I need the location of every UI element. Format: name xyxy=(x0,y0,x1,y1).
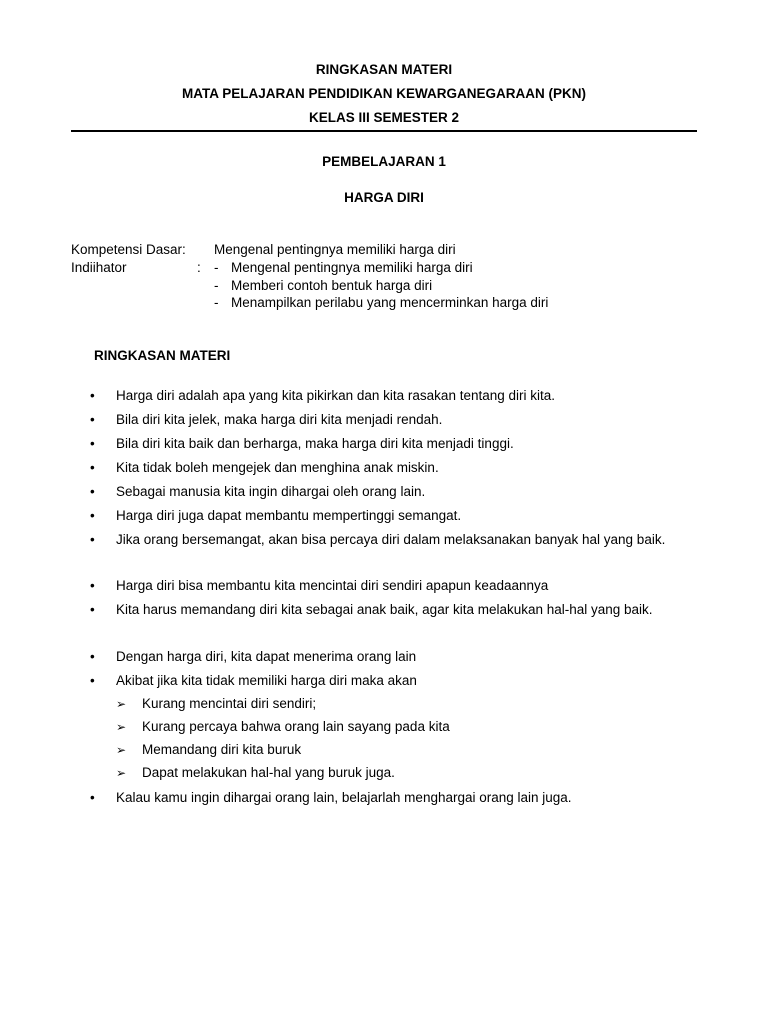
lesson-topic: HARGA DIRI xyxy=(344,190,424,205)
lesson-title: PEMBELAJARAN 1 xyxy=(322,154,446,169)
bullet-icon: • xyxy=(90,602,95,617)
list-item-text: Jika orang bersemangat, akan bisa percaya diri dalam melaksanakan banyak hal yang baik. xyxy=(116,532,666,547)
list-item-text: Sebagai manusia kita ingin dihargai oleh orang lain. xyxy=(116,484,426,499)
list-item xyxy=(90,645,697,668)
list-item xyxy=(90,574,697,597)
indicator-item: Mengenal pentingnya memiliki harga diri xyxy=(231,260,473,275)
indicator-label: Indiihator xyxy=(71,260,127,275)
header-divider xyxy=(71,130,697,132)
arrow-bullet-icon: ➢ xyxy=(116,720,127,734)
sub-list-item xyxy=(116,761,697,785)
sub-list-item xyxy=(116,715,697,739)
list-item xyxy=(90,528,697,551)
sub-list-item-text: Dapat melakukan hal-hal yang buruk juga. xyxy=(142,765,395,780)
bullet-icon: • xyxy=(90,436,95,451)
list-item-text: Harga diri adalah apa yang kita pikirkan dan kita rasakan tentang diri kita. xyxy=(116,388,556,403)
sub-list-item-text: Kurang percaya bahwa orang lain sayang pada kita xyxy=(142,719,450,734)
list-item-text: Harga diri bisa membantu kita mencintai diri sendiri apapun keadaannya xyxy=(116,578,549,593)
indicator-dash: - xyxy=(214,278,219,293)
document-title: RINGKASAN MATERI xyxy=(315,62,453,77)
bullet-icon: • xyxy=(90,532,95,547)
list-item xyxy=(90,432,697,455)
list-item xyxy=(90,456,697,479)
bullet-icon: • xyxy=(90,578,95,593)
list-item xyxy=(90,384,697,407)
sub-list-item-text: Memandang diri kita buruk xyxy=(142,742,302,757)
arrow-bullet-icon: ➢ xyxy=(116,743,127,757)
bullet-icon: • xyxy=(90,508,95,523)
list-item-text: Kita harus memandang diri kita sebagai anak baik, agar kita melakukan hal-hal yang baik. xyxy=(116,602,653,617)
list-item-text: Dengan harga diri, kita dapat menerima orang lain xyxy=(116,649,417,664)
list-item xyxy=(90,480,697,503)
indicator-colon: : xyxy=(197,260,201,275)
list-item-text: Kalau kamu ingin dihargai orang lain, belajarlah menghargai orang lain juga. xyxy=(116,790,572,805)
competency-value: Mengenal pentingnya memiliki harga diri xyxy=(214,242,456,257)
indicator-item: Memberi contoh bentuk harga diri xyxy=(231,278,433,293)
arrow-bullet-icon: ➢ xyxy=(116,766,127,780)
list-item xyxy=(90,408,697,431)
list-item xyxy=(90,598,697,621)
bullet-icon: • xyxy=(90,388,95,403)
bullet-icon: • xyxy=(90,790,95,805)
bullet-icon: • xyxy=(90,412,95,427)
summary-heading: RINGKASAN MATERI xyxy=(94,348,231,363)
indicator-item: Menampilkan perilabu yang mencerminkan harga diri xyxy=(231,295,549,310)
list-item-text: Bila diri kita jelek, maka harga diri kita menjadi rendah. xyxy=(116,412,443,427)
list-item xyxy=(90,504,697,527)
list-item-text: Akibat jika kita tidak memiliki harga diri maka akan xyxy=(116,673,417,688)
list-item-text: Kita tidak boleh mengejek dan menghina anak miskin. xyxy=(116,460,439,475)
bullet-icon: • xyxy=(90,673,95,688)
arrow-bullet-icon: ➢ xyxy=(116,697,127,711)
indicator-dash: - xyxy=(214,260,219,275)
class-semester: KELAS III SEMESTER 2 xyxy=(308,110,460,125)
indicator-dash: - xyxy=(214,295,219,310)
bullet-icon: • xyxy=(90,460,95,475)
bullet-icon: • xyxy=(90,484,95,499)
bullet-icon: • xyxy=(90,649,95,664)
sub-list-item xyxy=(116,692,697,716)
sub-list-item-text: Kurang mencintai diri sendiri; xyxy=(142,696,317,711)
list-item-text: Harga diri juga dapat membantu mempertinggi semangat. xyxy=(116,508,462,523)
sub-list-item xyxy=(116,738,697,762)
list-item-text: Bila diri kita baik dan berharga, maka harga diri kita menjadi tinggi. xyxy=(116,436,514,451)
list-item xyxy=(90,786,697,809)
competency-label: Kompetensi Dasar: xyxy=(71,242,186,257)
subject-title: MATA PELAJARAN PENDIDIKAN KEWARGANEGARAAN (PKN) xyxy=(182,86,586,101)
list-item xyxy=(90,669,697,692)
